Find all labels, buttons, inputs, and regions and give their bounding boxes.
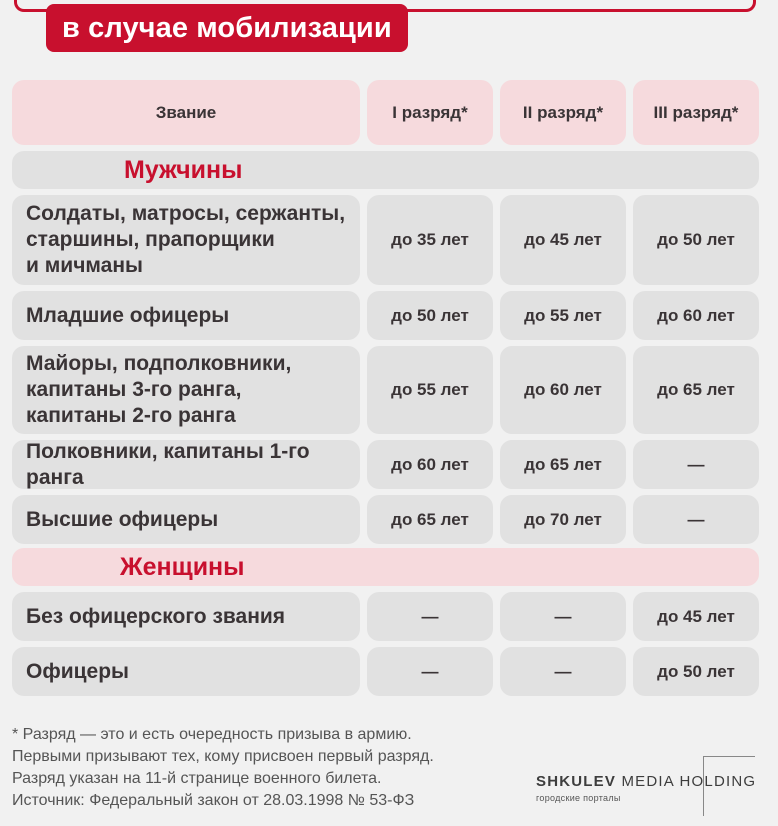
category-2-cell: до 55 лет: [500, 291, 626, 340]
rank-cell: Офицеры: [12, 647, 360, 696]
category-1-cell: до 50 лет: [367, 291, 493, 340]
page-title-banner: в случае мобилизации: [46, 4, 408, 52]
footnote-line: Источник: Федеральный закон от 28.03.1998 № 53-ФЗ: [12, 792, 415, 809]
section-women-title: Женщины: [120, 553, 245, 581]
logo: [536, 773, 756, 790]
footnote-line: * Разряд — это и есть очередность призыва в армию.: [12, 726, 412, 743]
category-2-cell: до 70 лет: [500, 495, 626, 544]
category-3-cell: до 45 лет: [633, 592, 759, 641]
header-rank: Звание: [12, 80, 360, 145]
category-3-cell: до 65 лет: [633, 346, 759, 434]
rank-cell: Младшие офицеры: [12, 291, 360, 340]
logo-brand: SHKULEV: [536, 773, 617, 790]
header-category-1: I разряд*: [367, 80, 493, 145]
category-2-cell: до 65 лет: [500, 440, 626, 489]
footnote: [12, 724, 434, 812]
category-1-cell: —: [367, 647, 493, 696]
category-1-cell: до 60 лет: [367, 440, 493, 489]
category-1-cell: до 55 лет: [367, 346, 493, 434]
category-3-cell: —: [633, 440, 759, 489]
logo-subtitle: городские порталы: [536, 793, 621, 803]
category-2-cell: до 60 лет: [500, 346, 626, 434]
category-3-cell: —: [633, 495, 759, 544]
category-2-cell: —: [500, 592, 626, 641]
category-3-cell: до 50 лет: [633, 647, 759, 696]
category-1-cell: до 65 лет: [367, 495, 493, 544]
rank-cell: Высшие офицеры: [12, 495, 360, 544]
rank-cell: Без офицерского звания: [12, 592, 360, 641]
category-3-cell: до 60 лет: [633, 291, 759, 340]
category-1-cell: до 35 лет: [367, 195, 493, 285]
category-2-cell: —: [500, 647, 626, 696]
rank-cell: Майоры, подполковники, капитаны 3-го ранга, капитаны 2-го ранга: [12, 346, 360, 434]
footnote-line: Первыми призывают тех, кому присвоен первый разряд.: [12, 748, 434, 765]
header-category-3: III разряд*: [633, 80, 759, 145]
rank-cell: Полковники, капитаны 1-го ранга: [12, 440, 360, 489]
footnote-line: Разряд указан на 11-й странице военного билета.: [12, 770, 382, 787]
header-category-2: II разряд*: [500, 80, 626, 145]
category-1-cell: —: [367, 592, 493, 641]
section-men-title: Мужчины: [124, 156, 243, 184]
logo-rest: MEDIA HOLDING: [621, 773, 757, 790]
category-2-cell: до 45 лет: [500, 195, 626, 285]
category-3-cell: до 50 лет: [633, 195, 759, 285]
rank-cell: Солдаты, матросы, сержанты, старшины, прапорщики и мичманы: [12, 195, 360, 285]
